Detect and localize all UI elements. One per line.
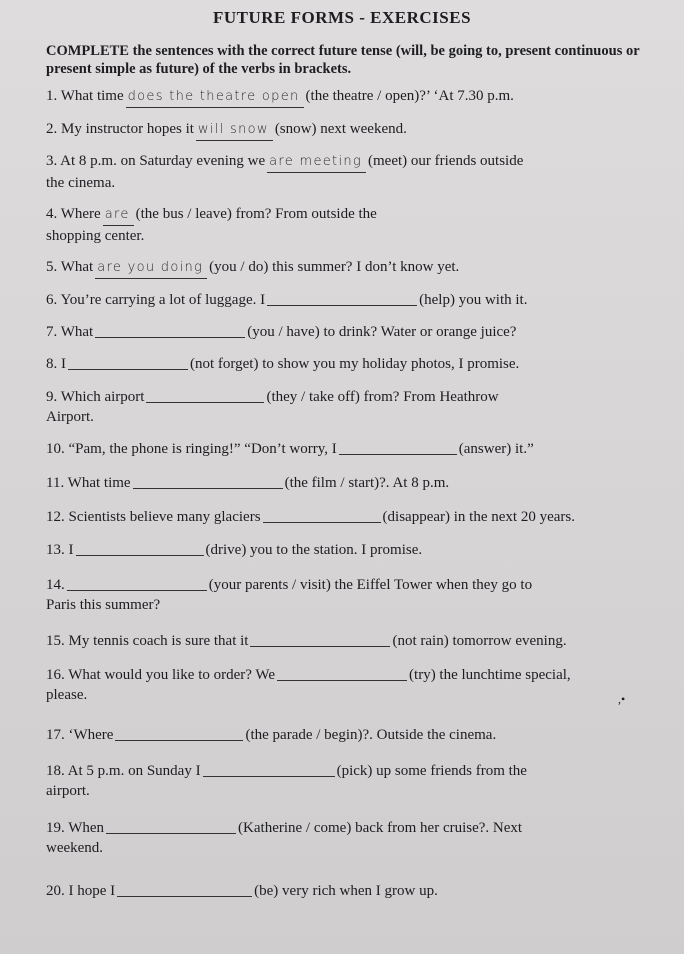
question-text-after: (pick) up some friends from the: [336, 763, 527, 779]
answer-blank[interactable]: [95, 322, 245, 338]
question-continuation: Airport.: [46, 409, 94, 425]
question-19: [46, 816, 646, 839]
question-6: [46, 288, 646, 311]
question-text-after: (Katherine / come) back from her cruise?. Next: [238, 820, 523, 836]
question-text-after: (help) you with it.: [419, 292, 528, 308]
answer-blank[interactable]: [76, 540, 204, 556]
question-continuation: Paris this summer?: [46, 597, 161, 613]
handwritten-answer[interactable]: are: [103, 204, 134, 226]
question-text-before: 1. What time: [46, 88, 124, 104]
question-text-before: 7. What: [46, 324, 94, 340]
question-text-before: 16. What would you like to order? We: [46, 667, 276, 683]
handwritten-answer[interactable]: will snow: [196, 119, 273, 141]
question-text-before: 3. At 8 p.m. on Saturday evening we: [46, 153, 266, 169]
question-11: [46, 471, 646, 494]
answer-blank[interactable]: [339, 439, 457, 455]
question-text-after: (the bus / leave) from? From outside the: [135, 206, 377, 222]
question-text-after: (the theatre / open)?’ ‘At 7.30 p.m.: [305, 88, 514, 104]
question-text-after: (answer) it.”: [458, 441, 534, 457]
answer-blank[interactable]: [106, 818, 236, 834]
question-text-before: 8. I: [46, 356, 66, 372]
worksheet-title: FUTURE FORMS - EXERCISES: [212, 8, 472, 27]
stray-mark: ,•: [618, 692, 626, 706]
question-1: [46, 86, 646, 108]
answer-blank[interactable]: [203, 761, 335, 777]
question-text-before: 14.: [46, 577, 65, 593]
question-text-before: 15. My tennis coach is sure that it: [46, 633, 249, 649]
answer-blank[interactable]: [67, 575, 207, 591]
question-text-before: 10. “Pam, the phone is ringing!” “Don’t worry, I: [46, 441, 337, 457]
question-text-after: (disappear) in the next 20 years.: [382, 509, 575, 525]
question-3: [46, 151, 646, 173]
question-text-after: (your parents / visit) the Eiffel Tower when they go to: [208, 577, 533, 593]
instructions-text: COMPLETE the sentences with the correct future tense (will, be going to, present continuous or present simple as future) of the verbs in brackets.: [46, 43, 640, 77]
question-text-before: 20. I hope I: [46, 883, 116, 899]
question-17: [46, 723, 646, 746]
question-text-before: 11. What time: [46, 475, 131, 491]
question-text-before: 9. Which airport: [46, 389, 145, 405]
question-16: [46, 663, 646, 686]
handwritten-answer[interactable]: are meeting: [267, 151, 366, 173]
answer-blank[interactable]: [117, 881, 252, 897]
question-text-before: 18. At 5 p.m. on Sunday I: [46, 763, 201, 779]
question-2: [46, 119, 646, 141]
question-20: [46, 879, 646, 902]
question-9: [46, 385, 646, 408]
question-text-after: (be) very rich when I grow up.: [254, 883, 438, 899]
question-text-before: 4. Where: [46, 206, 101, 222]
question-4: [46, 204, 646, 226]
question-continuation: airport.: [46, 783, 90, 799]
answer-blank[interactable]: [263, 507, 381, 523]
question-text-before: 12. Scientists believe many glaciers: [46, 509, 261, 525]
question-15: [46, 629, 646, 652]
question-text-before: 17. ‘Where: [46, 727, 114, 743]
answer-blank[interactable]: [133, 473, 283, 489]
question-text-after: (snow) next weekend.: [274, 121, 407, 137]
handwritten-answer[interactable]: are you doing: [95, 257, 207, 279]
question-text-before: 6. You’re carrying a lot of luggage. I: [46, 292, 266, 308]
question-8: [46, 352, 646, 375]
question-12: [46, 505, 646, 528]
question-7: [46, 320, 646, 343]
answer-blank[interactable]: [115, 725, 243, 741]
question-text-after: (they / take off) from? From Heathrow: [266, 389, 499, 405]
question-text-after: (drive) you to the station. I promise.: [205, 542, 423, 558]
answer-blank[interactable]: [68, 354, 188, 370]
handwritten-answer[interactable]: does the theatre open: [126, 86, 304, 108]
answer-blank[interactable]: [146, 387, 264, 403]
question-18: [46, 759, 646, 782]
answer-blank[interactable]: [267, 290, 417, 306]
question-text-before: 13. I: [46, 542, 74, 558]
answer-blank[interactable]: [250, 631, 390, 647]
question-10: [46, 437, 646, 460]
question-text-after: (you / have) to drink? Water or orange juice?: [247, 324, 517, 340]
question-text-after: (you / do) this summer? I don’t know yet.: [209, 259, 460, 275]
question-text-before: 5. What: [46, 259, 94, 275]
answer-blank[interactable]: [277, 665, 407, 681]
question-continuation: the cinema.: [46, 175, 116, 191]
question-13: [46, 538, 646, 561]
question-continuation: shopping center.: [46, 228, 145, 244]
question-text-after: (not rain) tomorrow evening.: [392, 633, 567, 649]
question-text-after: (try) the lunchtime special,: [409, 667, 571, 683]
question-14: [46, 573, 646, 596]
question-text-before: 2. My instructor hopes it: [46, 121, 194, 137]
question-text-after: (not forget) to show you my holiday photos, I promise.: [190, 356, 520, 372]
question-text-after: (the film / start)?. At 8 p.m.: [284, 475, 450, 491]
question-text-before: 19. When: [46, 820, 105, 836]
question-text-after: (the parade / begin)?. Outside the cinema.: [245, 727, 497, 743]
question-continuation: please.: [46, 687, 88, 703]
question-5: [46, 257, 646, 279]
question-continuation: weekend.: [46, 840, 104, 856]
question-text-after: (meet) our friends outside: [368, 153, 524, 169]
